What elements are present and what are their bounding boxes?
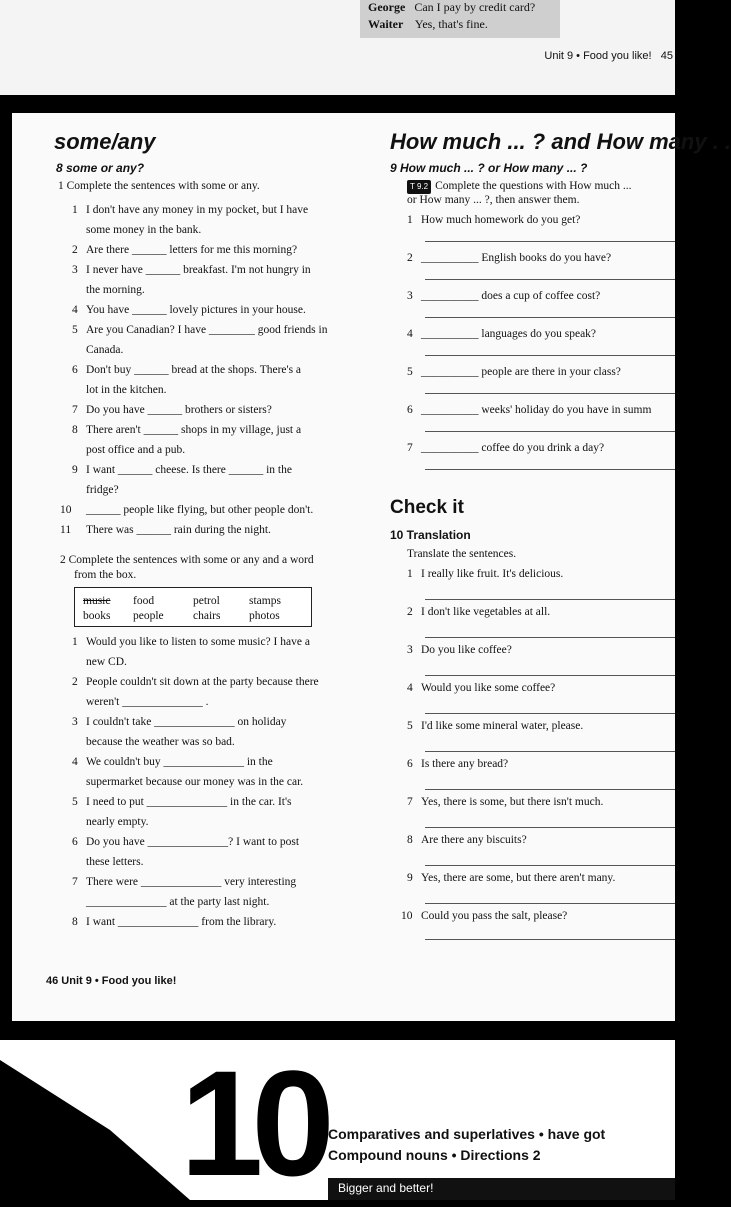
dialog-text: Yes, that's fine. xyxy=(414,17,488,31)
dialog-line-2 xyxy=(368,16,488,33)
exercise-2-instruction-cont: from the box. xyxy=(74,569,137,581)
question: __________ people are there in your class? xyxy=(421,366,621,378)
answer-line xyxy=(425,241,675,242)
exercise-9-instruction: T 9.2 Complete the questions with How much ... xyxy=(407,179,632,194)
answer-line xyxy=(425,865,675,866)
unit-title-banner xyxy=(328,1178,675,1200)
word-box-item: photos xyxy=(249,610,280,622)
speaker-name: George xyxy=(368,0,406,14)
unit-title: Bigger and better! xyxy=(338,1181,434,1195)
list-item: We couldn't buy ______________ in the xyxy=(86,756,273,768)
list-item: There aren't ______ shops in my village, just a xyxy=(86,424,302,436)
answer-line xyxy=(425,903,675,904)
word-box-item: food xyxy=(133,595,155,607)
list-item: post office and a pub. xyxy=(86,444,186,456)
list-item: lot in the kitchen. xyxy=(86,384,167,396)
answer-line xyxy=(425,713,675,714)
list-item: You have ______ lovely pictures in your house. xyxy=(86,304,306,316)
list-item: I couldn't take ______________ on holiday xyxy=(86,716,287,728)
sentence: Could you pass the salt, please? xyxy=(421,910,568,922)
dialog-text: Can I pay by credit card? xyxy=(414,0,536,14)
answer-line xyxy=(425,355,675,356)
list-item: I want ______________ from the library. xyxy=(86,916,277,928)
list-item: fridge? xyxy=(86,484,119,496)
answer-line xyxy=(425,789,675,790)
unit-topics-line-1: Comparatives and superlatives • have got xyxy=(328,1126,606,1142)
unit-topics-line-2: Compound nouns • Directions 2 xyxy=(328,1147,541,1163)
answer-line xyxy=(425,599,675,600)
exercise-10-instruction: Translate the sentences. xyxy=(407,548,517,560)
word-box-item: books xyxy=(83,610,111,622)
check-it-heading: Check it xyxy=(390,497,464,518)
unit-number: 10 xyxy=(180,1039,323,1207)
answer-line xyxy=(425,393,675,394)
question: How much homework do you get? xyxy=(421,214,581,226)
sentence: Would you like some coffee? xyxy=(421,682,556,694)
sentence: I really like fruit. It's delicious. xyxy=(421,568,564,580)
question: __________ languages do you speak? xyxy=(421,328,597,340)
answer-line xyxy=(425,469,675,470)
word-box-item: people xyxy=(133,610,164,622)
arrow-graphic xyxy=(0,1040,190,1200)
sentence: Yes, there is some, but there isn't much. xyxy=(421,796,604,808)
list-item: Are you Canadian? I have ________ good friends in xyxy=(86,324,328,336)
sentence: Do you like coffee? xyxy=(421,644,512,656)
list-item: Are there ______ letters for me this morning? xyxy=(86,244,298,256)
list-item: Would you like to listen to some music? I have a xyxy=(86,636,310,648)
exercise-10-title: 10 Translation xyxy=(390,528,471,542)
list-item: new CD. xyxy=(86,656,127,668)
sentence: Are there any biscuits? xyxy=(421,834,527,846)
answer-line xyxy=(425,431,675,432)
list-item: Do you have ______________? I want to post xyxy=(86,836,300,848)
page-footer: 46 Unit 9 • Food you like! xyxy=(46,975,177,987)
answer-line xyxy=(425,317,675,318)
list-item: There were ______________ very interesting xyxy=(86,876,297,888)
list-item: these letters. xyxy=(86,856,144,868)
exercise-8-title: 8 some or any? xyxy=(56,161,145,175)
list-item: I never have ______ breakfast. I'm not hungry in xyxy=(86,264,311,276)
list-item: the morning. xyxy=(86,284,145,296)
answer-line xyxy=(425,637,675,638)
list-item: ______ people like flying, but other people don't. xyxy=(86,504,314,516)
sentence: I'd like some mineral water, please. xyxy=(421,720,584,732)
exercise-2-instruction: 2 Complete the sentences with some or any and a word xyxy=(60,554,314,566)
list-item: because the weather was so bad. xyxy=(86,736,235,748)
workbook-page: some/any 8 some or any? 1 Complete the sentences with some or any. 1 I don't have any money in my pocket, but I have some money in the bank. 2 Are there ______ letters for me this morning? 3 I never have ______ breakfast. I'm not hungry in the morning. 4 You have ______ lovely pictures in your house. 5 Are you Canadian? I have ________ good friends in Canada. 6 Don't buy ______ bread at the shops. There's a lot in the kitchen. 7 Do you have ______ brothers or sisters? 8 There aren't ______ shops in my village, just a post office and a pub. 9 I want ______ cheese. Is there ______ in the fridge? 10 ______ people like flying, but other people don't. 11 There was ______ rain during the night. 2 Complete the sentences with some or any and a word from the box. music food petrol stamps books people chairs photos 1 Would you like to listen to some music? I have a new CD. 2 People couldn't sit down at the party because there weren't ______________ . 3 I couldn't take ______________ on holiday because the weather was so bad. 4 We couldn't buy ______________ in the supermarket because our money was in the car. 5 I need to put ______________ in the car. It's nearly empty. 6 Do you have ______________? I want to post these letters. 7 There were ______________ very interesting ______________ at the party last night. 8 I want ______________ from the library. 46 Unit 9 • Food you like! How much ... ? and How many . . 9 How much ... ? or How many ... ? T 9.2 Complete the questions with How much ... or How many ... ?, then answer them. 1 How much homework do you get? 2 __________ English books do you have? 3 __________ does a cup of coffee cost? 4 __________ languages do you speak? 5 __________ people are there in your class? 6 __________ weeks' holiday do you have in summ 7 __________ coffee do you drink a day? Check it 10 Translation Translate the sentences. 1 I really like fruit. It's delicious. 2 I don't like vegetables at all. 3 Do you like coffee? 4 Would you like some coffee? 5 I'd like some mineral water, please. 6 Is there any bread? 7 Yes, there is some, but there isn't much. 8 Are there any biscuits? 9 Yes, there are some, but there aren't many. 10 Could you pass the salt, please? xyxy=(12,113,675,1021)
exercise-8-instruction: 1 Complete the sentences with some or any. xyxy=(58,180,260,192)
sentence: I don't like vegetables at all. xyxy=(421,606,551,618)
list-item: Canada. xyxy=(86,344,124,356)
audio-track-badge: T 9.2 xyxy=(407,180,431,194)
list-item: I need to put ______________ in the car. It's xyxy=(86,796,292,808)
answer-line xyxy=(425,751,675,752)
list-item: supermarket because our money was in the car. xyxy=(86,776,304,788)
exercise-9-instruction-cont: or How many ... ?, then answer them. xyxy=(407,194,580,206)
section-title-how-much: How much ... ? and How many . . xyxy=(390,129,731,154)
answer-line xyxy=(425,827,675,828)
word-box-item: stamps xyxy=(249,595,281,607)
sentence: Yes, there are some, but there aren't many. xyxy=(421,872,616,884)
word-box-item: petrol xyxy=(193,595,220,607)
list-item: weren't ______________ . xyxy=(86,696,209,708)
answer-line xyxy=(425,675,675,676)
list-item: There was ______ rain during the night. xyxy=(86,524,271,536)
previous-page-strip xyxy=(0,0,675,95)
page-number: 45 xyxy=(660,50,673,62)
page-header xyxy=(544,50,673,62)
word-box xyxy=(74,587,312,627)
list-item: Do you have ______ brothers or sisters? xyxy=(86,404,272,416)
answer-line xyxy=(425,279,675,280)
answer-line xyxy=(425,939,675,940)
question: __________ coffee do you drink a day? xyxy=(421,442,605,454)
list-item: ______________ at the party last night. xyxy=(86,896,270,908)
list-item: Don't buy ______ bread at the shops. There's a xyxy=(86,364,302,376)
exercise-9-title: 9 How much ... ? or How many ... ? xyxy=(390,161,588,175)
list-item: nearly empty. xyxy=(86,816,149,828)
question: __________ English books do you have? xyxy=(421,252,612,264)
speaker-name: Waiter xyxy=(368,17,404,31)
list-item: I don't have any money in my pocket, but I have xyxy=(86,204,309,216)
word-box-item: chairs xyxy=(193,610,221,622)
list-item: some money in the bank. xyxy=(86,224,202,236)
list-item: People couldn't sit down at the party because there xyxy=(86,676,319,688)
section-title-some-any: some/any xyxy=(54,129,156,154)
question: __________ does a cup of coffee cost? xyxy=(421,290,601,302)
word-box-item: music xyxy=(83,595,111,607)
sentence: Is there any bread? xyxy=(421,758,509,770)
next-unit-header xyxy=(0,1039,675,1207)
question: __________ weeks' holiday do you have in summ xyxy=(421,404,652,416)
dialog-line-1 xyxy=(368,0,535,16)
list-item: I want ______ cheese. Is there ______ in the xyxy=(86,464,292,476)
unit-reference: Unit 9 • Food you like! xyxy=(544,50,652,62)
